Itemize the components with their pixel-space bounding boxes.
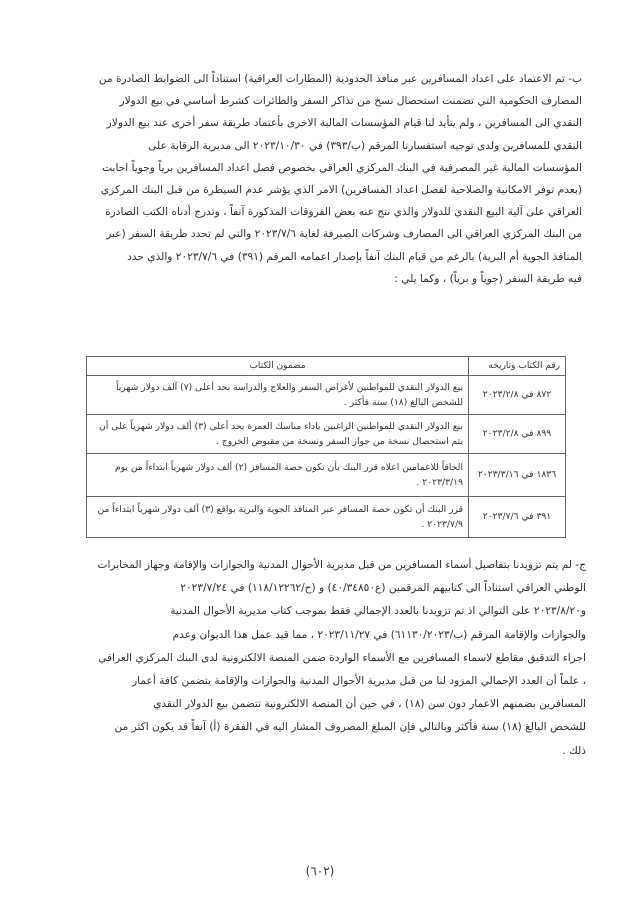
paragraph-j bbox=[58, 554, 586, 763]
letter-content-cell: بيع الدولار النقدي للمواطنين لأغراض السفر والعلاج والدراسة بحد أعلى (٧) آلف دولار شهرياً للشخص البالغ (١٨) سنة فأكثر . bbox=[87, 376, 469, 415]
letter-ref-cell: ٣٩١ في ٢٠٢٣/٧/٦ bbox=[469, 497, 566, 538]
column-header-ref: رقم الكتاب وتاريخه bbox=[469, 357, 566, 376]
letter-ref-cell: ٨٧٢ في ٢٠٢٣/٢/٨ bbox=[469, 376, 566, 415]
paragraph-line: المصارف الحكومية التي تضمنت استحصال نسخ من تذاكر السفر والطائرات كشرط أساسي في بيع الدولار bbox=[119, 95, 582, 108]
table-row bbox=[87, 497, 566, 538]
paragraph-line: المنافذ الجوية أم البرية) بالرغم من قيام البنك آنفاً بإصدار اعمامه المرقم (٣٩١) في ٢٠٢٣/٧/٦ والذي حدد bbox=[127, 250, 582, 263]
paragraph-line: ج- لم يتم تزويدنا بتفاصيل أسماء المسافرين من قبل مديرية الأحوال المدنية والجوازات والإقامة وجهاز المخابرات bbox=[97, 559, 586, 571]
letter-content-cell: قرر البنك أن تكون حصة المسافر عبر المنافذ الجوية والبرية بواقع (٣) آلف دولار شهرياً ابتداءاً من ٢٠٢٣/٧/٩ . bbox=[87, 497, 469, 538]
letter-ref-cell: ١٨٣٦ في ٢٠٢٣/٣/١٦ bbox=[469, 454, 566, 497]
paragraph-b bbox=[82, 68, 582, 290]
paragraph-line: والجوازات والإقامة المرقم (ب/٦١١٣٠/٢٠٢٣) في ٢٠٢٣/١١/٢٧ ، مما قيد عمل هذا الديوان وعدم bbox=[172, 628, 586, 641]
letters-table bbox=[86, 356, 566, 538]
paragraph-line: المسافرين بضمنهم الاعمار دون سن (١٨) ، في حين أن المنصة الالكترونية تتضمن بيع الدولار النقدي bbox=[153, 698, 586, 711]
table-row bbox=[87, 376, 566, 415]
paragraph-line: ، علماً أن العدد الإجمالي المزود لنا من قبل مديرية الأحوال المدنية والجوازات والإقامة يتضمن كافة أعمار bbox=[132, 675, 586, 688]
paragraph-line: (بعدم توفر الامكانية والصلاحية لفصل اعداد المسافرين) الامر الذي يؤشر عدم السيطرة من قبل البنك المركزي bbox=[100, 184, 582, 197]
table-row bbox=[87, 454, 566, 497]
letter-content-cell: الحاقاً للاعمامين اعلاه قرر البنك بأن تكون حصة المسافر (٢) ألف دولار شهرياً ابتداءاً من يوم ٢٠٢٣/٣/١٩ . bbox=[87, 454, 469, 497]
column-header-content: مضمون الكتاب bbox=[87, 357, 469, 376]
table-row bbox=[87, 415, 566, 454]
paragraph-line: النقدي الى المسافرين ، ولم يتأيد لنا قيام المؤسسات المالية الاخرى بأعتماد طريقة سفر أخرى عند بيع الدولار bbox=[106, 117, 582, 130]
paragraph-line: النقدي للمسافرين ولدى توجيه استفسارنا المرقم (ب/٣٩٣) في ٢٠٢٣/١٠/٣٠ الى مديرية الرقابة على bbox=[148, 139, 582, 152]
paragraph-line: من البنك المركزي العراقي الى المصارف وشركات الصيرفة لغاية ٢٠٢٣/٧/٦ والتي لم تحدد طريقة السفر (عبر bbox=[106, 228, 582, 241]
paragraph-line: ب- تم الاعتماد على اعداد المسافرين عبر منافذ الحدودية (المطارات العراقية) استناداً الى الضوابط الصادرة من bbox=[98, 73, 582, 85]
paragraph-line: ذلك . bbox=[562, 744, 586, 757]
paragraph-line: و٢٠٢٣/٨/٢٠ على التوالي اذ تم تزويدنا بالعدد الإجمالي فقط بموجب كتاب مديرية الأحوال المدنية bbox=[170, 605, 586, 618]
paragraph-line: اجراء التدقيق مقاطع لاسماء المسافرين مع الأسماء الواردة ضمن المنصة الالكترونية لدى البنك المركزي العراقي bbox=[98, 651, 586, 664]
paragraph-line: للشخص البالغ (١٨) سنة فأكثر وبالتالي فإن المبلغ المصروف المشار اليه في الفقرة (أ) آنفاً قد يكون اكثر من bbox=[114, 721, 586, 734]
table-header-row bbox=[87, 357, 566, 376]
letter-content-cell: بيع الدولار النقدي للمواطنين الراغبين باداء مناسك العمرة بحد أعلى (٣) ألف دولار شهرياً على أن يتم استحصال نسخة من جواز السفر ونسخة من مقبوض الخروج . bbox=[87, 415, 469, 454]
paragraph-line: العراقي على آلية البيع النقدي للدولار والذي نتج عنه بعض الفروقات المذكورة آنفاً ، وتدرج أدناه الكتب الصادرة bbox=[105, 206, 582, 219]
page-number: (٦٠٢) bbox=[305, 864, 335, 878]
paragraph-line: الوطني العراقي استناداً الى كتابيهم المرقمين (ع٤٠/٣٤٨٥٠) و (ح/١١٨/١٢٢٦٢) في ٢٠٢٣/٧/٢٤ bbox=[180, 582, 586, 595]
paragraph-line: فيه طريقة السفر (جوياً و برياً) ، وكما يلي : bbox=[394, 272, 582, 285]
paragraph-line: المؤسسات المالية غير المصرفية في البنك المركزي العراقي بخصوص فصل اعداد المسافرين برياً وجوياً اجابت bbox=[102, 161, 582, 174]
letter-ref-cell: ٨٩٩ في ٢٠٢٣/٢/٨ bbox=[469, 415, 566, 454]
